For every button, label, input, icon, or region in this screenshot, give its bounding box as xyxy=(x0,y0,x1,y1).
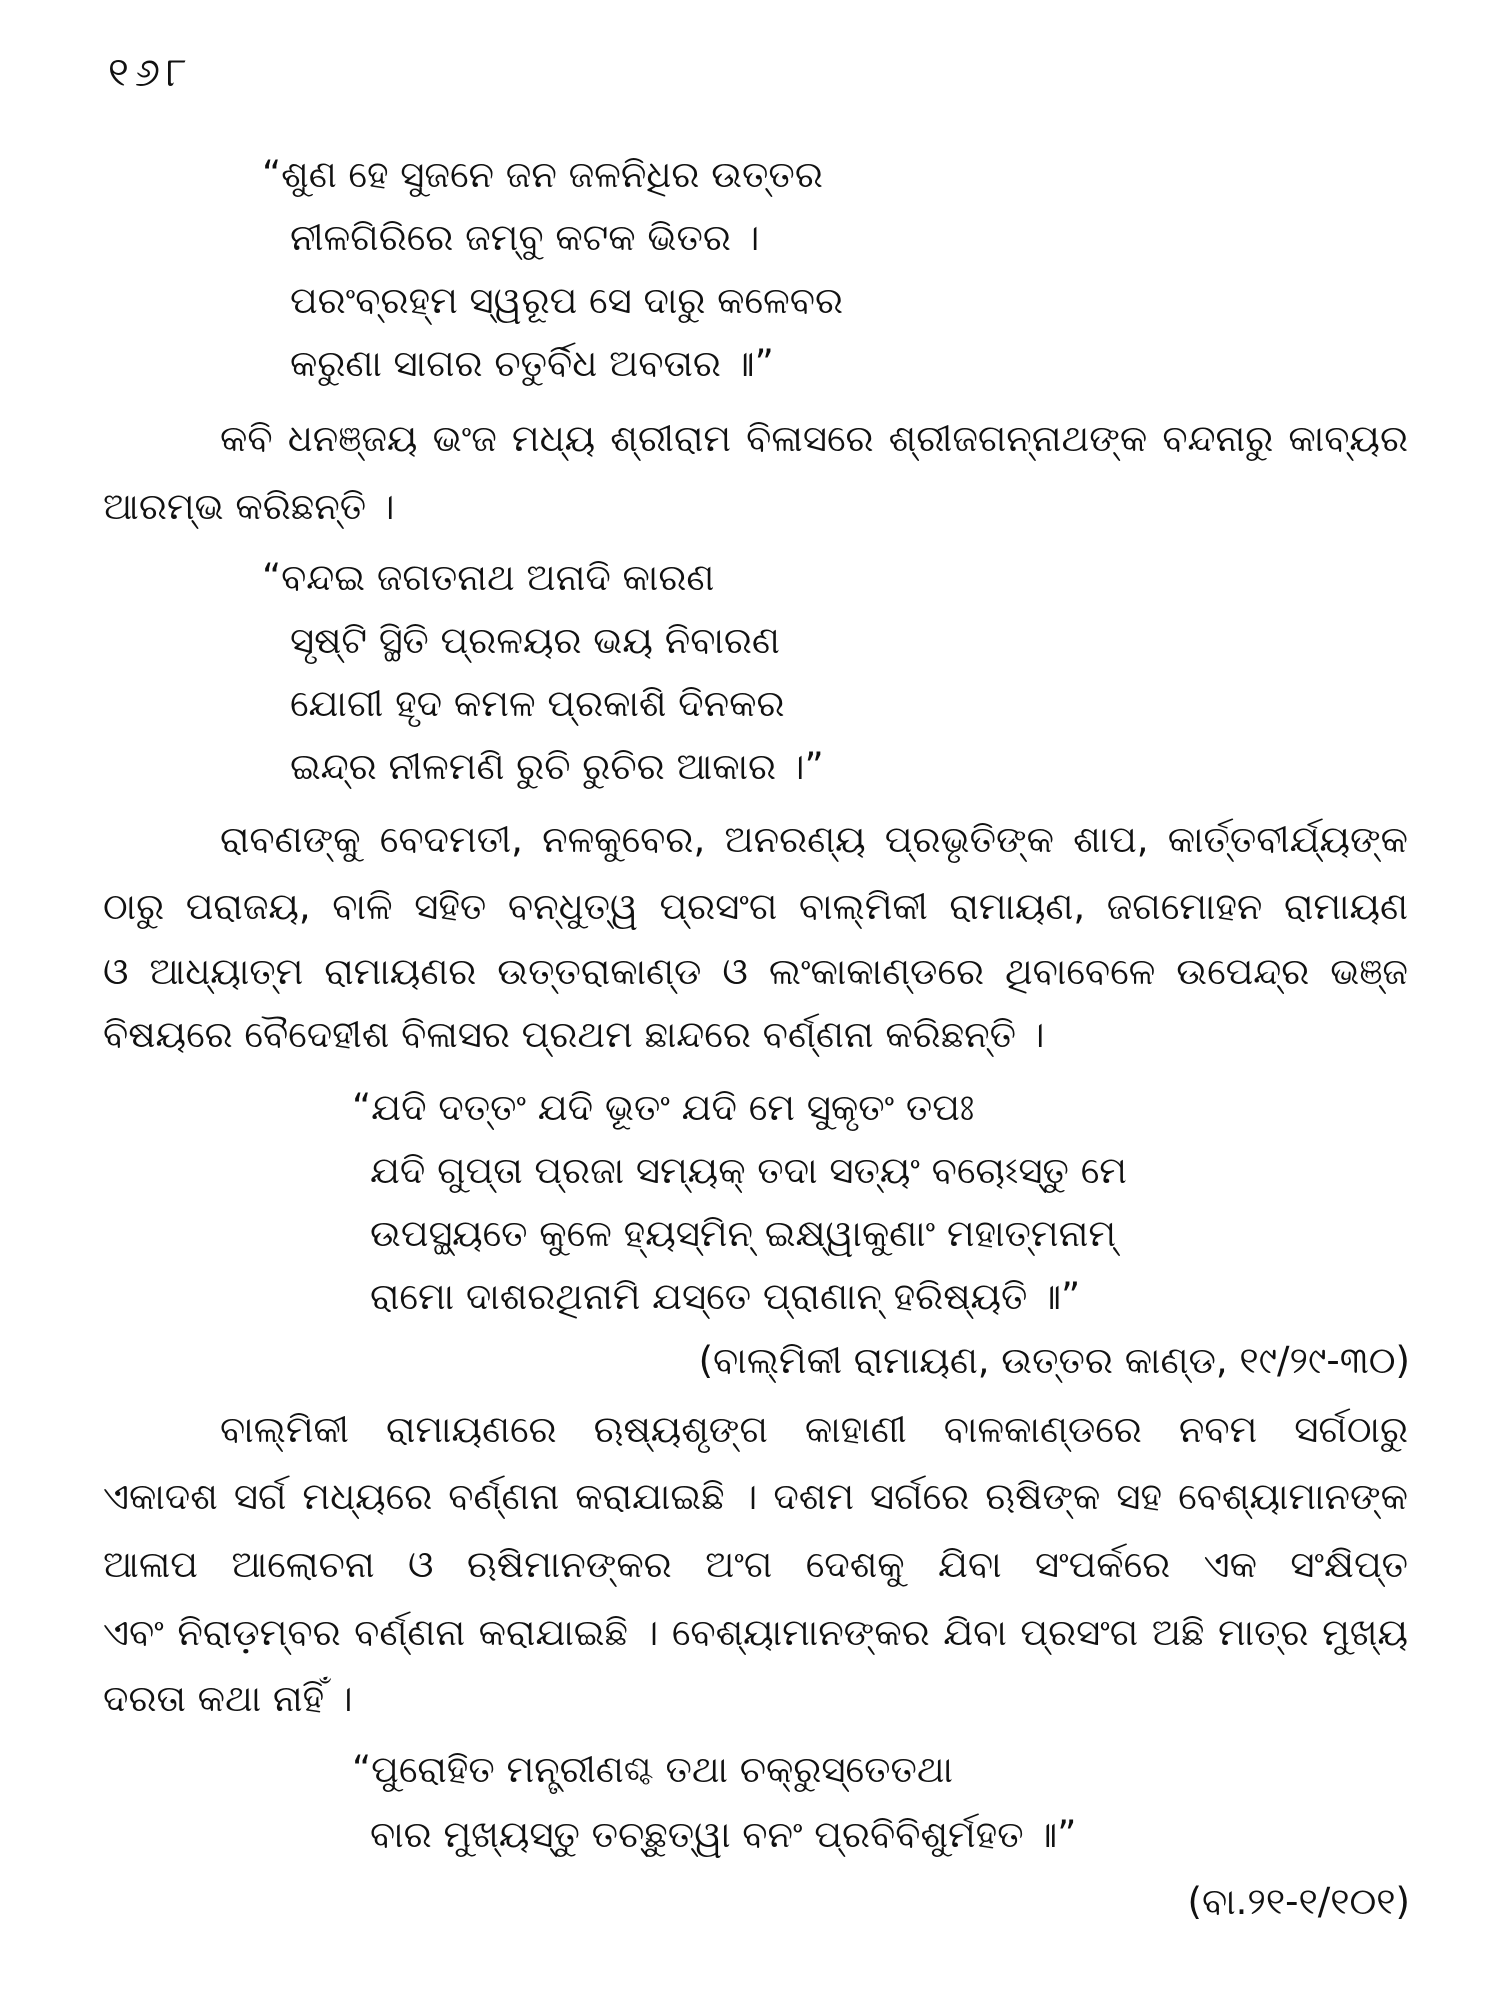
paragraph-line: ରାବଣଙ୍କୁ ବେଦମତୀ, ନଳକୁବେର, ଅନରଣ୍ୟ ପ୍ରଭୃତିଙ୍କ ଶାପ, କାର୍ତ୍ତବୀର୍ଯ୍ୟଙ୍କ xyxy=(220,818,1408,861)
paragraph-line: କବି ଧନଞ୍ଜୟ ଭଂଜ ମଧ୍ୟ ଶ୍ରୀରାମ ବିଳାସରେ ଶ୍ରୀଜଗନ୍ନାଥଙ୍କ ବନ୍ଦନାରୁ କାବ୍ୟର xyxy=(220,417,1408,460)
paragraph-line: ବାଲ୍ମିକୀ ରାମାୟଣରେ ଋଷ୍ୟଶୃଙ୍ଗ କାହାଣୀ ବାଳକାଣ୍ଡରେ ନବମ ସର୍ଗଠାରୁ xyxy=(220,1408,1408,1451)
paragraph-line: ବିଷୟରେ ବୈଦେହୀଶ ବିଳାସର ପ୍ରଥମ ଛାନ୍ଦରେ ବର୍ଣ୍ଣନା କରିଛନ୍ତି । xyxy=(103,1013,1045,1056)
paragraph-line: ଠାରୁ ପରାଜୟ, ବାଳି ସହିତ ବନ୍ଧୁତ୍ୱ ପ୍ରସଂଗ ବାଲ୍ମିକୀ ରାମାୟଣ, ଜଗମୋହନ ରାମାୟଣ xyxy=(103,885,1408,928)
verse-line: “ବନ୍ଦଇ ଜଗତନାଥ ଅନାଦି କାରଣ xyxy=(262,556,715,599)
verse-line: “ଶୁଣ ହେ ସୁଜନେ ଜନ ଜଳନିଧିର ଉତ୍ତର xyxy=(262,153,823,196)
citation: (ବା.୨୧-୧/୧୦୧) xyxy=(1187,1880,1410,1923)
verse-line: ସୃଷ୍ଟି ସ୍ଥିତି ପ୍ରଳୟର ଭୟ ନିବାରଣ xyxy=(290,619,780,662)
page-number: ୧୬୮ xyxy=(108,50,193,96)
verse-line: ବାର ମୁଖ୍ୟସ୍ତୁ ତଚ୍ଛୁତ୍ୱା ବନଂ ପ୍ରବିବିଶୁର୍ମହତ ॥” xyxy=(370,1813,1077,1856)
verse-line: ରାମୋ ଦାଶରଥିନାମି ଯସ୍ତେ ପ୍ରାଣାନ୍ ହରିଷ୍ୟତି ॥” xyxy=(370,1275,1081,1318)
verse-line: ଯଦି ଗୁପ୍ତା ପ୍ରଜା ସମ୍ୟକ୍ ତଦା ସତ୍ୟଂ ବଚୋଽସ୍ତୁ ମେ xyxy=(370,1149,1127,1192)
verse-line: ଯୋଗୀ ହୃଦ କମଳ ପ୍ରକାଶି ଦିନକର xyxy=(290,682,785,725)
paragraph-line: ଦରତା କଥା ନାହିଁ । xyxy=(103,1677,353,1720)
verse-line: ଉପସ୍ଥ୍ୟତେ କୁଳେ ହ୍ୟସ୍ମିନ୍ ଇକ୍ଷ୍ୱାକୁଣାଂ ମହାତ୍ମନାମ୍ xyxy=(370,1212,1117,1255)
paragraph-line: ଆରମ୍ଭ କରିଛନ୍ତି । xyxy=(103,485,395,528)
verse-line: କରୁଣା ସାଗର ଚତୁର୍ବିଧ ଅବତାର ॥” xyxy=(290,342,774,385)
verse-line: ନୀଳଗିରିରେ ଜମ୍ବୁ କଟକ ଭିତର । xyxy=(290,216,760,259)
paragraph-line: ଓ ଆଧ୍ୟାତ୍ମ ରାମାୟଣର ଉତ୍ତରାକାଣ୍ଡ ଓ ଲଂକାକାଣ୍ଡରେ ଥିବାବେଳେ ଉପେନ୍ଦ୍ର ଭଞ୍ଜ xyxy=(103,950,1408,993)
paragraph-line: ଏବଂ ନିରାଡ଼ମ୍ବର ବର୍ଣ୍ଣନା କରାଯାଇଛି । ବେଶ୍ୟାମାନଙ୍କର ଯିବା ପ୍ରସଂଗ ଅଛି ମାତ୍ର ମୁଖ୍ୟ xyxy=(103,1611,1408,1654)
paragraph-line: ଏକାଦଶ ସର୍ଗ ମଧ୍ୟରେ ବର୍ଣ୍ଣନା କରାଯାଇଛି । ଦଶମ ସର୍ଗରେ ଋଷିଙ୍କ ସହ ବେଶ୍ୟାମାନଙ୍କ xyxy=(103,1475,1408,1518)
citation: (ବାଲ୍ମିକୀ ରାମାୟଣ, ଉତ୍ତର କାଣ୍ଡ, ୧୯/୨୯-୩୦) xyxy=(698,1339,1410,1382)
verse-line: “ଯଦି ଦତ୍ତଂ ଯଦି ଭୂତଂ ଯଦି ମେ ସୁକୃତଂ ତପଃ xyxy=(352,1086,975,1129)
paragraph-line: ଆଳାପ ଆଲୋଚନା ଓ ଋଷିମାନଙ୍କର ଅଂଗ ଦେଶକୁ ଯିବା ସଂପର୍କରେ ଏକ ସଂକ୍ଷିପ୍ତ xyxy=(103,1543,1408,1586)
verse-line: ପରଂବ୍ରହ୍ମ ସ୍ୱରୂପ ସେ ଦାରୁ କଳେବର xyxy=(290,279,844,322)
verse-line: ଇନ୍ଦ୍ର ନୀଳମଣି ରୁଚି ରୁଚିର ଆକାର ।” xyxy=(290,745,824,788)
verse-line: “ପୁରୋହିତ ମନ୍ତ୍ରୀଣଶ୍ଚ ତଥା ଚକ୍ରୁସ୍ତେତଥା xyxy=(352,1748,953,1791)
